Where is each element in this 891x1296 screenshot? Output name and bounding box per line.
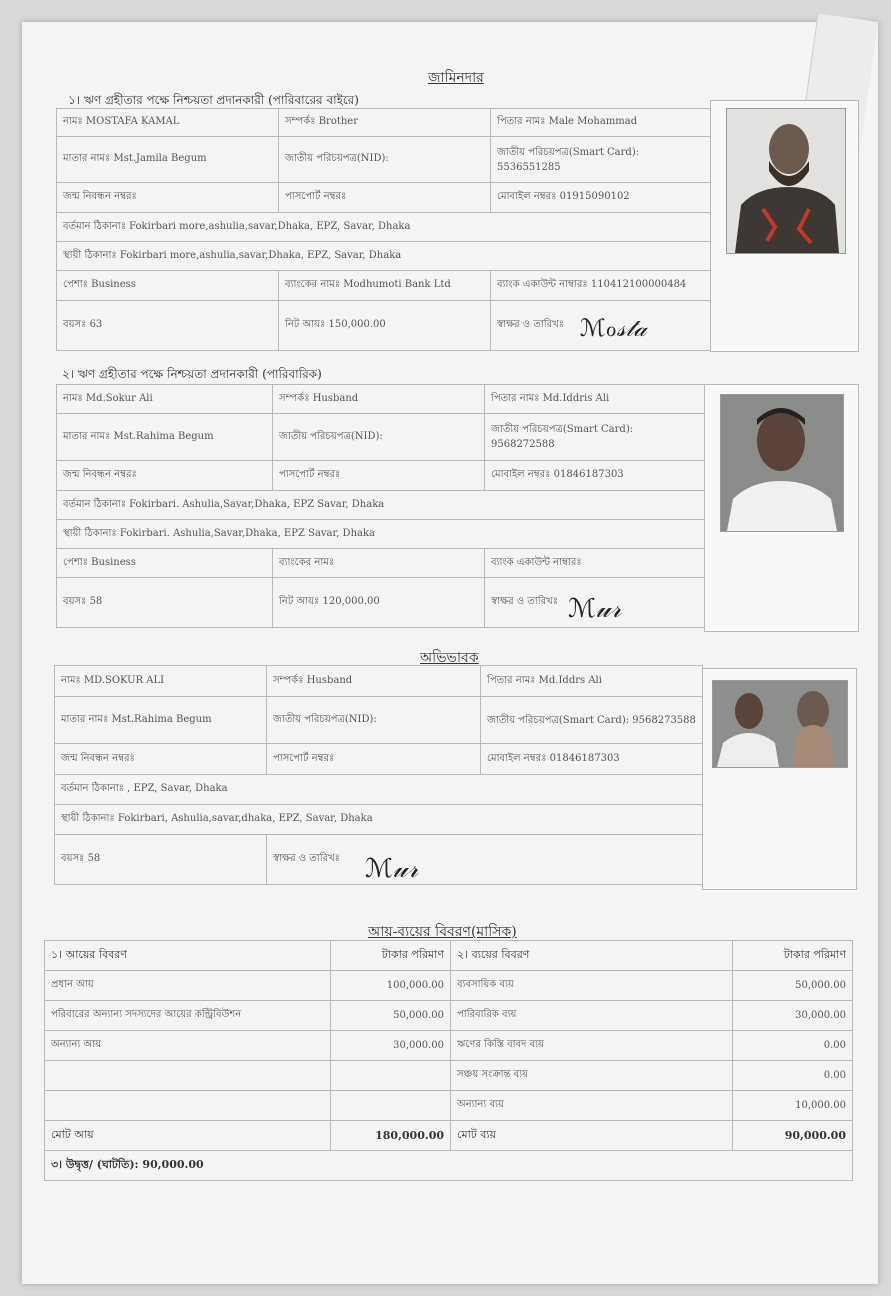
g-signature: ℳ𝓊𝓇 — [365, 854, 419, 884]
s1-signature: ℳℴ𝓈𝓉𝒶 — [580, 314, 647, 342]
table-row — [45, 1091, 853, 1121]
guarantor-title: জামিনদার — [428, 70, 484, 86]
expense-label: অন্যান্য ব্যয় — [451, 1091, 733, 1121]
g-smart-card: জাতীয় পরিচয়পত্র(Smart Card): 9568273588 — [481, 697, 703, 744]
expense-value: 0.00 — [733, 1031, 853, 1061]
s2-smart-card: জাতীয় পরিচয়পত্র(Smart Card): 9568272588 — [485, 414, 705, 461]
s2-passport: পাসপোর্ট নম্বরঃ — [273, 461, 485, 491]
income-label — [45, 1091, 331, 1121]
s2-father: পিতার নামঃ Md.Iddris Ali — [485, 385, 705, 414]
g-age: বয়সঃ 58 — [55, 835, 267, 885]
s1-present-address: বর্তমান ঠিকানাঃ Fokirbari more,ashulia,savar,Dhaka, EPZ, Savar, Dhaka — [57, 213, 711, 242]
income-value: 100,000.00 — [331, 971, 451, 1001]
s2-bank: ব্যাংকের নামঃ — [273, 549, 485, 578]
g-sign: স্বাক্ষর ও তারিখঃ — [267, 835, 703, 885]
guardian-table — [54, 665, 703, 885]
s2-mother: মাতার নামঃ Mst.Rahima Begum — [57, 414, 273, 461]
s2-present-address: বর্তমান ঠিকানাঃ Fokirbari. Ashulia,Savar,Dhaka, EPZ Savar, Dhaka — [57, 491, 705, 520]
g-nid: জাতীয় পরিচয়পত্র(NID): — [267, 697, 481, 744]
g-name: নামঃ MD.SOKUR ALI — [55, 666, 267, 697]
s2-account: ব্যাংক একাউন্ট নাম্বারঃ — [485, 549, 705, 578]
s2-mobile: মোবাইল নম্বরঃ 01846187303 — [485, 461, 705, 491]
s1-name: নামঃ MOSTAFA KAMAL — [57, 109, 279, 137]
s2-income: নিট আয়ঃ 120,000.00 — [273, 578, 485, 628]
expense-value: 0.00 — [733, 1061, 853, 1091]
income-label: প্রধান আয় — [45, 971, 331, 1001]
section2-title: ২। ঋণ গ্রহীতার পক্ষে নিশ্চয়তা প্রদানকারী (পারিবারিক) — [62, 367, 322, 381]
s2-permanent-address: স্থায়ী ঠিকানাঃ Fokirbari. Ashulia,Savar,Dhaka, EPZ Savar, Dhaka — [57, 520, 705, 549]
surplus-deficit: ৩। উদ্বৃত্ত/ (ঘাটতি): 90,000.00 — [45, 1151, 853, 1181]
income-label: পরিবারের অন্যান্য সদস্যদের আয়ের কন্ট্রিবিউশন — [45, 1001, 331, 1031]
income-value — [331, 1061, 451, 1091]
income-value: 30,000.00 — [331, 1031, 451, 1061]
s2-name: নামঃ Md.Sokur Ali — [57, 385, 273, 414]
table-row — [45, 971, 853, 1001]
g-photo — [712, 680, 848, 768]
section1-title: ১। ঋণ গ্রহীতার পক্ষে নিশ্চয়তা প্রদানকারী (পারিবারের বাইরে) — [68, 93, 359, 107]
expense-value: 50,000.00 — [733, 971, 853, 1001]
table-row — [45, 1031, 853, 1061]
expense-label: সঞ্চয় সংক্রান্ত ব্যয় — [451, 1061, 733, 1091]
s2-occupation: পেশাঃ Business — [57, 549, 273, 578]
expense-label: ব্যবসায়িক ব্যয় — [451, 971, 733, 1001]
s2-sign: স্বাক্ষর ও তারিখঃ — [485, 578, 705, 628]
s1-smart-card: জাতীয় পরিচয়পত্র(Smart Card): 5536551285 — [491, 137, 711, 183]
s1-permanent-address: স্থায়ী ঠিকানাঃ Fokirbari more,ashulia,savar,Dhaka, EPZ, Savar, Dhaka — [57, 242, 711, 271]
s1-bank: ব্যাংকের নামঃ Modhumoti Bank Ltd — [279, 271, 491, 301]
s2-relation: সম্পর্কঃ Husband — [273, 385, 485, 414]
total-expense-label: মোট ব্যয় — [451, 1121, 733, 1151]
s2-signature: ℳ𝓊𝓇 — [568, 594, 622, 624]
income-label — [45, 1061, 331, 1091]
s1-birth-reg: জন্ম নিবন্ধন নম্বরঃ — [57, 183, 279, 213]
g-mother: মাতার নামঃ Mst.Rahima Begum — [55, 697, 267, 744]
total-expense-value: 90,000.00 — [733, 1121, 853, 1151]
expense-amount-header: টাকার পরিমাণ — [733, 941, 853, 971]
s1-account: ব্যাংক একাউন্ট নাম্বারঃ 110412100000484 — [491, 271, 711, 301]
expense-header: ২। ব্যয়ের বিবরণ — [451, 941, 733, 971]
table-row — [45, 1061, 853, 1091]
s2-photo — [720, 394, 844, 532]
income-value: 50,000.00 — [331, 1001, 451, 1031]
g-father: পিতার নামঃ Md.Iddrs Ali — [481, 666, 703, 697]
s1-nid: জাতীয় পরিচয়পত্র(NID): — [279, 137, 491, 183]
income-amount-header: টাকার পরিমাণ — [331, 941, 451, 971]
income-expense-table — [44, 940, 853, 1181]
g-passport: পাসপোর্ট নম্বরঃ — [267, 744, 481, 775]
income-value — [331, 1091, 451, 1121]
s1-mother: মাতার নামঃ Mst.Jamila Begum — [57, 137, 279, 183]
g-permanent-address: স্থায়ী ঠিকানাঃ Fokirbari, Ashulia,savar,dhaka, EPZ, Savar, Dhaka — [55, 805, 703, 835]
s1-photo — [726, 108, 846, 254]
s1-age: বয়সঃ 63 — [57, 301, 279, 351]
guardian-title: অভিভাবক — [420, 650, 479, 666]
g-relation: সম্পর্কঃ Husband — [267, 666, 481, 697]
s1-income: নিট আয়ঃ 150,000.00 — [279, 301, 491, 351]
expense-label: ঋণের কিস্তি বাবদ ব্যয় — [451, 1031, 733, 1061]
table-row — [45, 1001, 853, 1031]
expense-value: 30,000.00 — [733, 1001, 853, 1031]
section2-table — [56, 384, 705, 628]
s1-occupation: পেশাঃ Business — [57, 271, 279, 301]
income-expense-title: আয়-ব্যয়ের বিবরণ(মাসিক) — [368, 924, 517, 940]
g-present-address: বর্তমান ঠিকানাঃ , EPZ, Savar, Dhaka — [55, 775, 703, 805]
expense-value: 10,000.00 — [733, 1091, 853, 1121]
income-label: অন্যান্য আয় — [45, 1031, 331, 1061]
g-mobile: মোবাইল নম্বরঃ 01846187303 — [481, 744, 703, 775]
total-income-label: মোট আয় — [45, 1121, 331, 1151]
s1-passport: পাসপোর্ট নম্বরঃ — [279, 183, 491, 213]
s1-mobile: মোবাইল নম্বরঃ 01915090102 — [491, 183, 711, 213]
s2-birth-reg: জন্ম নিবন্ধন নম্বরঃ — [57, 461, 273, 491]
s2-nid: জাতীয় পরিচয়পত্র(NID): — [273, 414, 485, 461]
expense-label: পারিবারিক ব্যয় — [451, 1001, 733, 1031]
s1-sign: স্বাক্ষর ও তারিখঃ — [491, 301, 711, 351]
g-birth-reg: জন্ম নিবন্ধন নম্বরঃ — [55, 744, 267, 775]
income-header: ১। আয়ের বিবরণ — [45, 941, 331, 971]
total-income-value: 180,000.00 — [331, 1121, 451, 1151]
s2-age: বয়সঃ 58 — [57, 578, 273, 628]
s1-relation: সম্পর্কঃ Brother — [279, 109, 491, 137]
s1-father: পিতার নামঃ Male Mohammad — [491, 109, 711, 137]
